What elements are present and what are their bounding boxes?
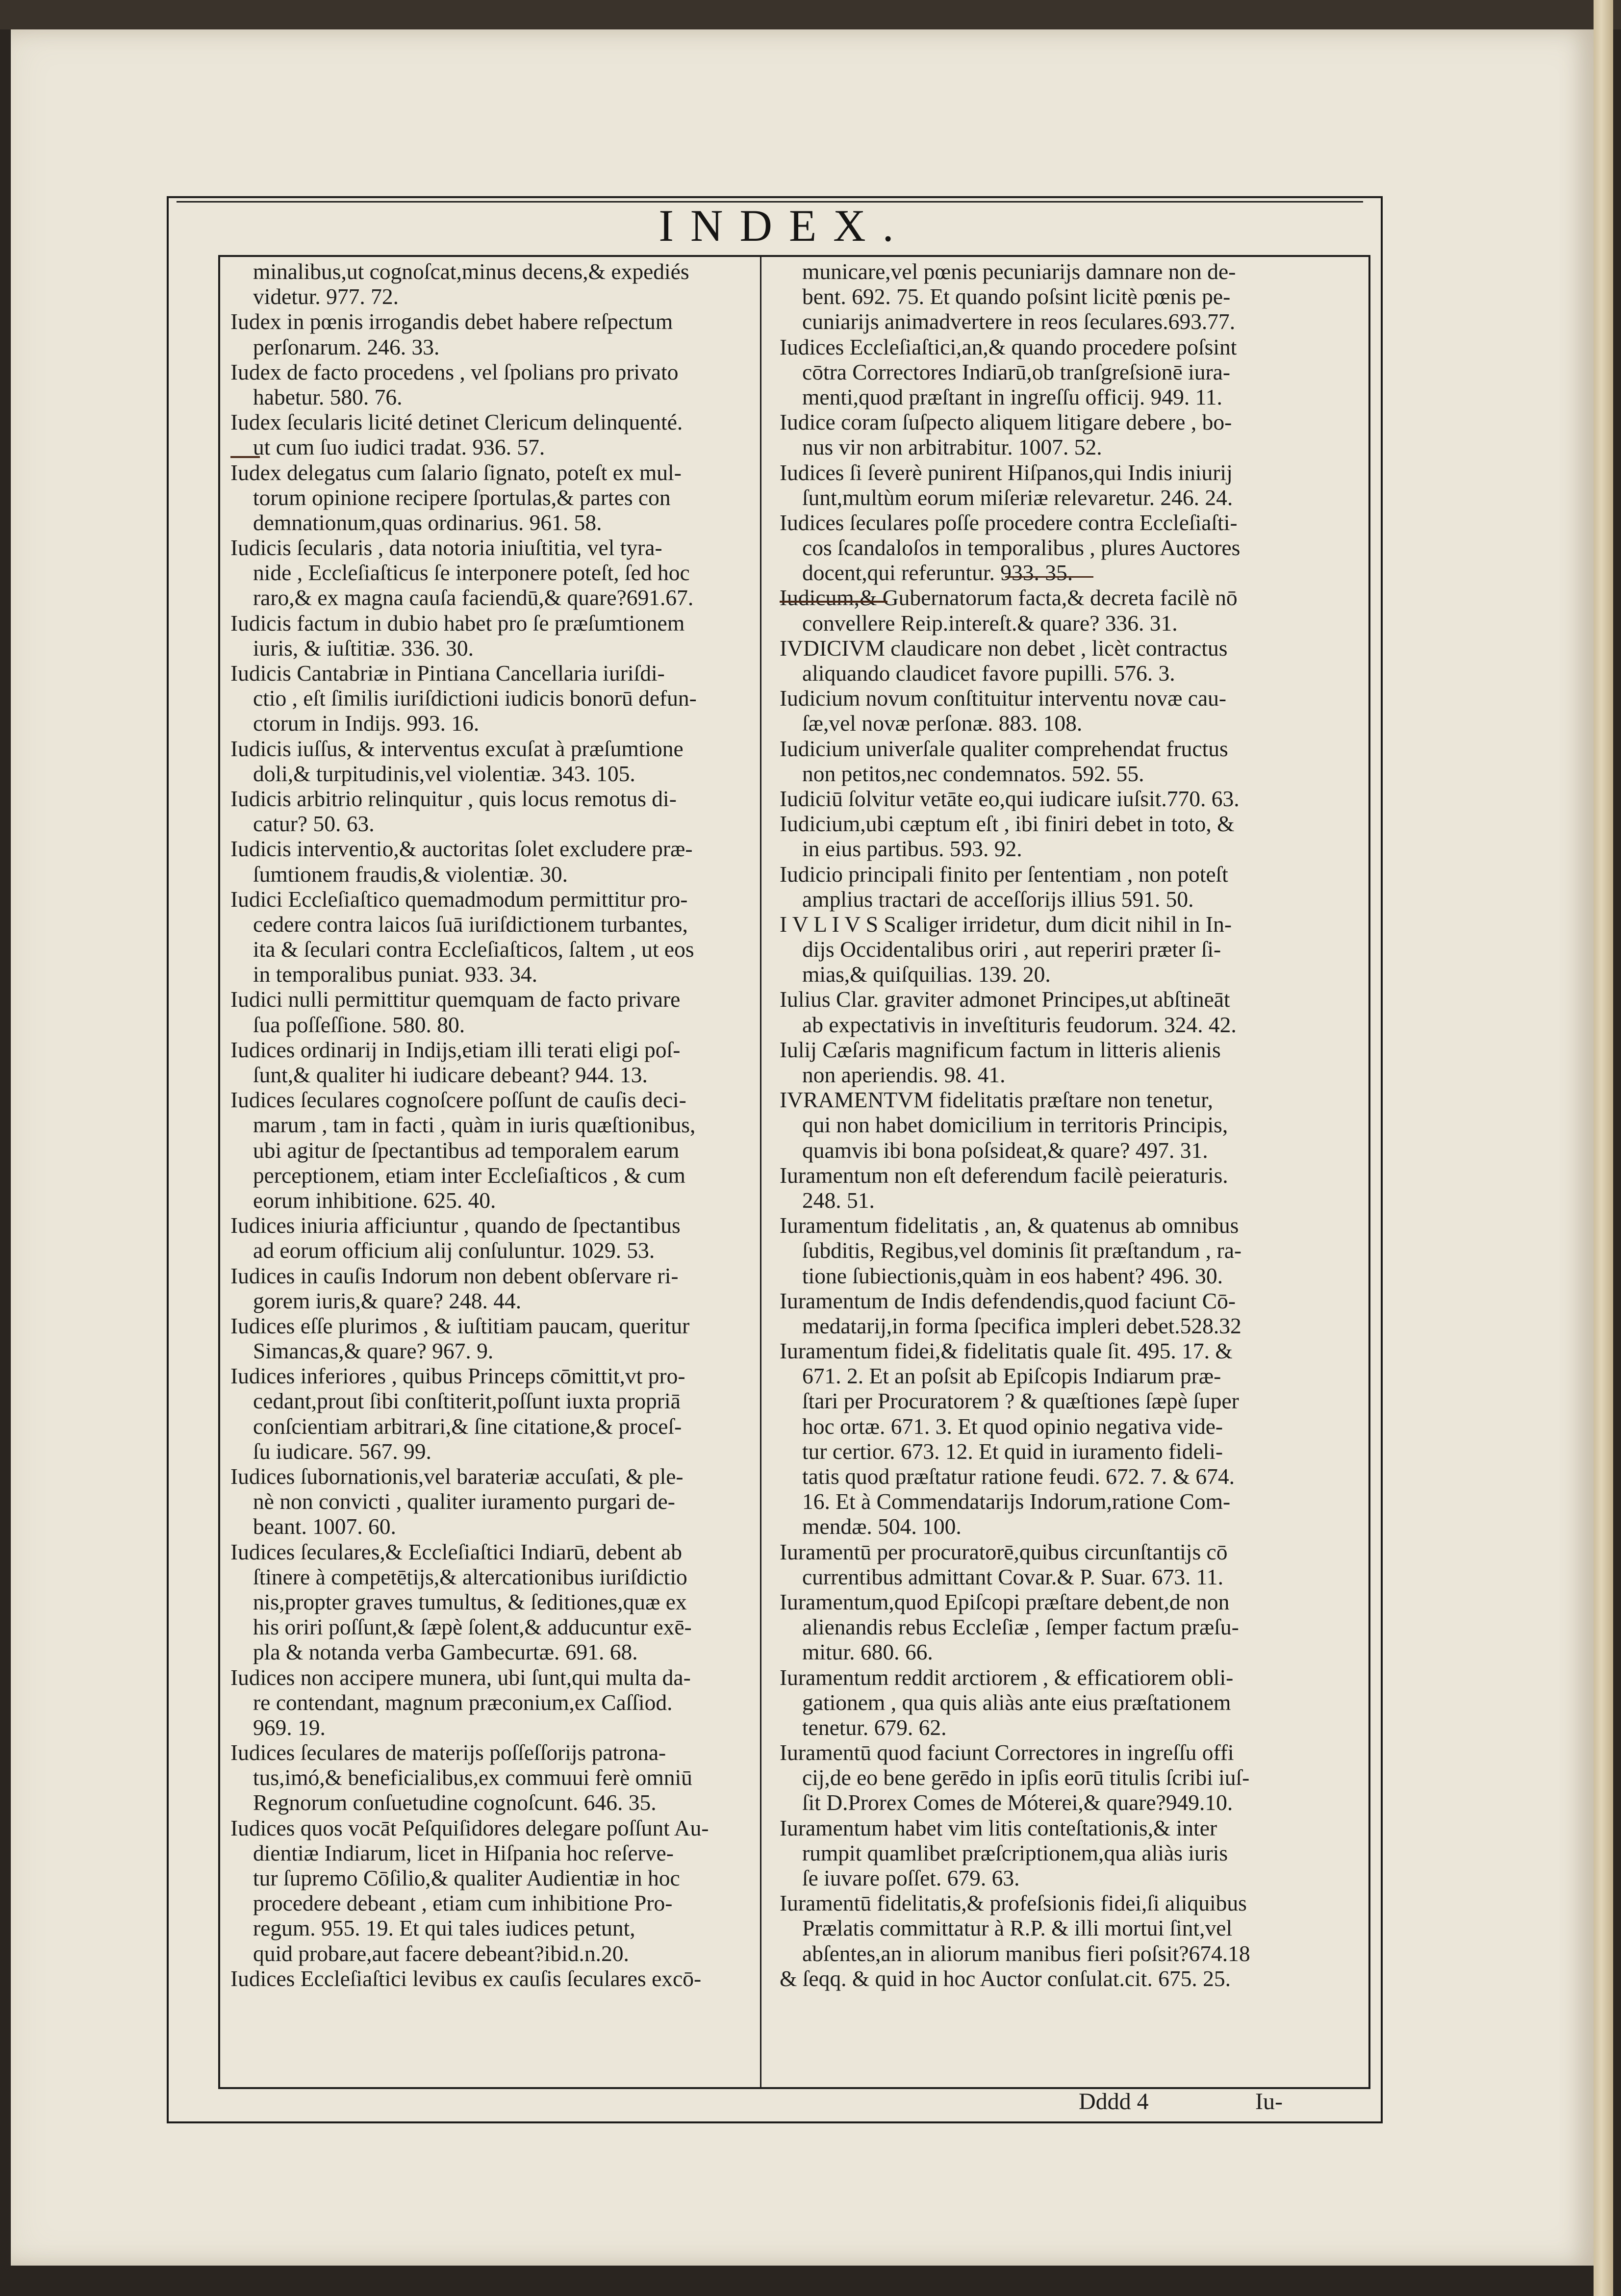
index-line: Iudicium novum conſtituitur interventu novæ cau- bbox=[780, 686, 1227, 711]
index-line: Iudices iniuria afficiuntur , quando de ſpectantibus bbox=[230, 1213, 681, 1238]
scan-background-top bbox=[0, 0, 1621, 29]
index-line: perſonarum. 246. 33. bbox=[253, 334, 440, 359]
index-line: Iudices ſubornationis,vel barateriæ accuſati, & ple- bbox=[230, 1464, 684, 1489]
index-line: Iudicum,& Gubernatorum facta,& decreta facilè nō bbox=[780, 585, 1238, 611]
index-line: Iulius Clar. graviter admonet Principes,ut abſtineāt bbox=[780, 987, 1230, 1012]
index-line: Iudices ordinarij in Indijs,etiam illi terati eligi poſ- bbox=[230, 1037, 681, 1062]
index-line: 16. Et à Commendatarijs Indorum,ratione Com- bbox=[802, 1489, 1231, 1514]
index-line: ſtari per Procuratorem ? & quæſtiones ſæpè ſuper bbox=[802, 1388, 1239, 1414]
index-line: Iudicium univerſale qualiter comprehendat fructus bbox=[780, 736, 1228, 761]
index-line: ita & ſeculari contra Eccleſiaſticos, ſaltem , ut eos bbox=[253, 937, 694, 962]
index-line: non aperiendis. 98. 41. bbox=[802, 1062, 1006, 1087]
index-line: mitur. 680. 66. bbox=[802, 1639, 933, 1665]
index-line: non petitos,nec condemnatos. 592. 55. bbox=[802, 761, 1144, 786]
index-line: ab expectativis in inveſtituris feudorum. 324. 42. bbox=[802, 1012, 1237, 1037]
index-line: Iudices ſeculares poſſe procedere contra Eccleſiaſti- bbox=[780, 510, 1238, 535]
index-line: cedant,prout ſibi conſtiterit,poſſunt iuxta propriā bbox=[253, 1388, 681, 1414]
index-line: Iudices inferiores , quibus Princeps cōmittit,vt pro- bbox=[230, 1363, 685, 1389]
index-line: raro,& ex magna cauſa faciendū,& quare?691.67. bbox=[253, 585, 694, 611]
index-line: dientiæ Indiarum, licet in Hiſpania hoc reſerve- bbox=[253, 1840, 674, 1865]
index-line: Iuramentū fidelitatis,& profeſsionis fidei,ſi aliquibus bbox=[780, 1890, 1247, 1916]
page-title: INDEX. bbox=[659, 201, 911, 251]
index-line: Iudices ſeculares de materijs poſſeſſorijs patrona- bbox=[230, 1740, 666, 1765]
index-line: Iudicio principali finito per ſententiam , non poteſt bbox=[780, 861, 1228, 887]
index-line: Iuramentum habet vim litis conteſtationis,& inter bbox=[780, 1815, 1217, 1840]
index-line: gorem iuris,& quare? 248. 44. bbox=[253, 1288, 522, 1313]
index-line: Iudices eſſe plurimos , & iuſtitiam paucam, queritur bbox=[230, 1313, 690, 1338]
signature-mark: Dddd 4 bbox=[1079, 2089, 1149, 2115]
index-line: in temporalibus puniat. 933. 34. bbox=[253, 962, 538, 987]
index-line: Iudicis arbitrio relinquitur , quis locus remotus di- bbox=[230, 786, 677, 811]
index-line: Iudices ſi ſeverè punirent Hiſpanos,qui Indis iniurij bbox=[780, 459, 1233, 485]
index-line: catur? 50. 63. bbox=[253, 811, 375, 837]
index-line: ſumtionem fraudis,& violentiæ. 30. bbox=[253, 861, 568, 887]
index-line: minalibus,ut cognoſcat,minus decens,& expediés bbox=[253, 259, 689, 284]
index-line: Iudicium,ubi cæptum eſt , ibi finiri debet in toto, & bbox=[780, 811, 1235, 837]
index-line: perceptionem, etiam inter Eccleſiaſticos , & cum bbox=[253, 1162, 685, 1188]
index-line: tione ſubiectionis,quàm in eos habent? 496. 30. bbox=[802, 1263, 1223, 1288]
index-line: quamvis ibi bona poſsideat,& quare? 497. 31. bbox=[802, 1137, 1208, 1163]
index-line: ctio , eſt ſimilis iuriſdictioni iudicis bonorū defun- bbox=[253, 686, 697, 711]
index-line: Iudici nulli permittitur quemquam de facto privare bbox=[230, 987, 681, 1012]
index-line: quid probare,aut facere debeant?ibid.n.20. bbox=[253, 1940, 629, 1966]
index-line: Iudice coram ſuſpecto aliquem litigare debere , bo- bbox=[780, 409, 1232, 435]
index-line: ſæ,vel novæ perſonæ. 883. 108. bbox=[802, 711, 1083, 736]
index-line: Iudices non accipere munera, ubi ſunt,qui multa da- bbox=[230, 1664, 691, 1690]
index-line: Iuramentū quod faciunt Correctores in ingreſſu offi bbox=[780, 1740, 1234, 1765]
index-line: ſubditis, Regibus,vel dominis ſit præſtandum , ra- bbox=[802, 1238, 1242, 1263]
index-line: Iudex in pœnis irrogandis debet habere reſpectum bbox=[230, 309, 673, 334]
index-line: demnationum,quas ordinarius. 961. 58. bbox=[253, 510, 602, 535]
index-line: I V L I V S Scaliger irridetur, dum dicit nihil in In- bbox=[780, 911, 1232, 937]
left-column bbox=[230, 259, 750, 1991]
index-line: alienandis rebus Eccleſiæ , ſemper factum præſu- bbox=[802, 1614, 1239, 1640]
index-line: Iudex delegatus cum ſalario ſignato, poteſt ex mul- bbox=[230, 459, 682, 485]
index-line: ctorum in Indijs. 993. 16. bbox=[253, 711, 480, 736]
index-line: Iuramentum fidelitatis , an, & quatenus ab omnibus bbox=[780, 1213, 1239, 1238]
index-line: doli,& turpitudinis,vel violentiæ. 343. 105. bbox=[253, 761, 635, 786]
index-line: Iuramentum non eſt deferendum facilè peieraturis. bbox=[780, 1162, 1228, 1188]
index-line: Iudices Eccleſiaſtici levibus ex cauſis ſeculares excō- bbox=[230, 1965, 702, 1991]
index-line: abſentes,an in aliorum manibus fieri poſsit?674.18 bbox=[802, 1940, 1250, 1966]
index-line: hoc ortæ. 671. 3. Et quod opinio negativa vide- bbox=[802, 1413, 1223, 1439]
index-line: Iuramentum fidei,& fidelitatis quale ſit. 495. 17. & bbox=[780, 1338, 1233, 1364]
index-line: cōtra Correctores Indiarū,ob tranſgreſsionē iura- bbox=[802, 359, 1230, 384]
index-line: habetur. 580. 76. bbox=[253, 384, 403, 409]
index-line: Iuramentū per procuratorē,quibus circunſtantijs cō bbox=[780, 1539, 1228, 1564]
right-column bbox=[780, 259, 1314, 1991]
index-line: ſit D.Prorex Comes de Móterei,& quare?949.10. bbox=[802, 1790, 1233, 1815]
index-line: cos ſcandaloſos in temporalibus , plures Auctores bbox=[802, 535, 1241, 561]
index-line: docent,qui referuntur. 933. 35. bbox=[802, 560, 1073, 586]
index-line: Iuramentum,quod Epiſcopi præſtare debent,de non bbox=[780, 1589, 1230, 1614]
index-line: Iudices ſeculares cognoſcere poſſunt de cauſis deci- bbox=[230, 1087, 686, 1113]
index-line: videtur. 977. 72. bbox=[253, 284, 399, 309]
index-line: Iudiciū ſolvitur vetāte eo,qui iudicare iuſsit.770. 63. bbox=[780, 786, 1240, 811]
index-line: qui non habet domicilium in territoris Principis, bbox=[802, 1112, 1228, 1138]
index-line: Prælatis committatur à R.P. & illi mortui ſint,vel bbox=[802, 1915, 1233, 1941]
index-line: his oriri poſſunt,& ſæpè ſolent,& adducuntur exē- bbox=[253, 1614, 692, 1640]
index-line: currentibus admittant Covar.& P. Suar. 673. 11. bbox=[802, 1564, 1223, 1589]
index-line: conſcientiam arbitrari,& ſine citatione,& proceſ- bbox=[253, 1413, 682, 1439]
index-line: IVRAMENTVM fidelitatis præſtare non tenetur, bbox=[780, 1087, 1213, 1113]
index-line: Iudices ſeculares,& Eccleſiaſtici Indiarū, debent ab bbox=[230, 1539, 682, 1564]
index-line: mias,& quiſquilias. 139. 20. bbox=[802, 962, 1051, 987]
index-line: Iudicis iuſſus, & interventus excuſat à præſumtione bbox=[230, 736, 684, 761]
index-line: tenetur. 679. 62. bbox=[802, 1714, 947, 1740]
column-divider bbox=[760, 255, 761, 2089]
index-line: menti,quod præſtant in ingreſſu officij. 949. 11. bbox=[802, 384, 1222, 409]
index-line: Iudicis factum in dubio habet pro ſe præſumtionem bbox=[230, 610, 685, 636]
index-line: eorum inhibitione. 625. 40. bbox=[253, 1187, 496, 1213]
index-line: Iudices quos vocāt Peſquiſidores delegare poſſunt Au- bbox=[230, 1815, 709, 1840]
index-line: gationem , qua quis aliàs ante eius præſtationem bbox=[802, 1689, 1231, 1715]
index-line: ſu iudicare. 567. 99. bbox=[253, 1438, 431, 1464]
index-line: ubi agitur de ſpectantibus ad temporalem earum bbox=[253, 1137, 680, 1163]
index-line: Iudicis interventio,& auctoritas ſolet excludere præ- bbox=[230, 836, 693, 862]
index-line: Iudex de facto procedens , vel ſpolians pro privato bbox=[230, 359, 679, 384]
index-line: ſunt,multùm eorum miſeriæ relevaretur. 246. 24. bbox=[802, 485, 1233, 510]
index-line: cuniarijs animadvertere in reos ſeculares.693.77. bbox=[802, 309, 1236, 334]
index-line: amplius tractari de acceſſorijs illius 591. 50. bbox=[802, 886, 1194, 912]
index-line: Iudicis ſecularis , data notoria iniuſtitia, vel tyra- bbox=[230, 535, 662, 561]
index-line: regum. 955. 19. Et qui tales iudices petunt, bbox=[253, 1915, 635, 1941]
index-line: municare,vel pœnis pecuniarijs damnare non de- bbox=[802, 259, 1236, 284]
index-line: dijs Occidentalibus oriri , aut reperiri præter ſi- bbox=[802, 937, 1221, 962]
index-line: Iudices in cauſis Indorum non debent obſervare ri- bbox=[230, 1263, 679, 1288]
index-line: nè non convicti , qualiter iuramento purgari de- bbox=[253, 1489, 675, 1514]
index-line: ſe iuvare poſſet. 679. 63. bbox=[802, 1865, 1020, 1890]
index-line: Iulij Cæſaris magnificum factum in litteris alienis bbox=[780, 1037, 1221, 1062]
index-line: nis,propter graves tumultus, & ſeditiones,quæ ex bbox=[253, 1589, 687, 1614]
index-line: aliquando claudicet favore pupilli. 576. 3. bbox=[802, 661, 1175, 686]
index-line: nus vir non arbitrabitur. 1007. 52. bbox=[802, 434, 1102, 460]
index-line: Iudicis Cantabriæ in Pintiana Cancellaria iuriſdi- bbox=[230, 661, 665, 686]
index-line: bent. 692. 75. Et quando poſsint licitè pœnis pe- bbox=[802, 284, 1231, 309]
index-line: ut cum ſuo iudici tradat. 936. 57. bbox=[253, 434, 545, 460]
index-line: pla & notanda verba Gambecurtæ. 691. 68. bbox=[253, 1639, 638, 1665]
index-line: re contendant, magnum præconium,ex Caſſiod. bbox=[253, 1689, 673, 1715]
catchword: Iu- bbox=[1255, 2089, 1283, 2115]
index-line: Regnorum conſuetudine cognoſcunt. 646. 35. bbox=[253, 1790, 657, 1815]
index-line: mendæ. 504. 100. bbox=[802, 1514, 962, 1539]
index-line: cij,de eo bene gerēdo in ipſis eorū titulis ſcribi iuſ- bbox=[802, 1765, 1250, 1790]
index-line: tur certior. 673. 12. Et quid in iuramento fideli- bbox=[802, 1438, 1223, 1464]
index-line: in eius partibus. 593. 92. bbox=[802, 836, 1022, 862]
index-line: tus,imó,& beneficialibus,ex commuui ferè omniū bbox=[253, 1765, 692, 1790]
index-line: ſtinere à competētijs,& altercationibus iuriſdictio bbox=[253, 1564, 687, 1589]
index-line: Iuramentum de Indis defendendis,quod faciunt Cō- bbox=[780, 1288, 1236, 1313]
index-line: 248. 51. bbox=[802, 1187, 875, 1213]
index-line: Iudici Eccleſiaſtico quemadmodum permittitur pro- bbox=[230, 886, 688, 912]
ink-underline bbox=[1005, 576, 1093, 578]
index-line: ſunt,& qualiter hi iudicare debeant? 944. 13. bbox=[253, 1062, 648, 1087]
ink-underline bbox=[230, 456, 260, 458]
index-line: convellere Reip.intereſt.& quare? 336. 31. bbox=[802, 610, 1178, 636]
index-line: torum opinione recipere ſportulas,& partes con bbox=[253, 485, 671, 510]
index-line: Iuramentum reddit arctiorem , & efficatiorem obli- bbox=[780, 1664, 1234, 1690]
index-line: ad eorum officium alij conſuluntur. 1029. 53. bbox=[253, 1238, 655, 1263]
index-line: & ſeqq. & quid in hoc Auctor conſulat.cit. 675. 25. bbox=[780, 1965, 1231, 1991]
page-edge bbox=[1594, 0, 1613, 2296]
index-line: nide , Eccleſiaſticus ſe interponere poteſt, ſed hoc bbox=[253, 560, 690, 586]
index-line: 671. 2. Et an poſsit ab Epiſcopis Indiarum præ- bbox=[802, 1363, 1221, 1389]
index-line: rumpit quamlibet præſcriptionem,qua aliàs iuris bbox=[802, 1840, 1228, 1865]
index-line: Iudex ſecularis licité detinet Clericum delinquenté. bbox=[230, 409, 683, 435]
index-line: tur ſupremo Cōſilio,& qualiter Audientiæ in hoc bbox=[253, 1865, 680, 1890]
index-line: iuris, & iuſtitiæ. 336. 30. bbox=[253, 635, 474, 661]
index-line: beant. 1007. 60. bbox=[253, 1514, 396, 1539]
index-line: medatarij,in forma ſpecifica impleri debet.528.32 bbox=[802, 1313, 1241, 1338]
index-line: cedere contra laicos ſuā iuriſdictionem turbantes, bbox=[253, 911, 688, 937]
index-line: Iudices Eccleſiaſtici,an,& quando procedere poſsint bbox=[780, 334, 1237, 359]
index-line: IVDICIVM claudicare non debet , licèt contractus bbox=[780, 635, 1228, 661]
index-line: marum , tam in facti , quàm in iuris quæſtionibus, bbox=[253, 1112, 696, 1138]
index-line: Simancas,& quare? 967. 9. bbox=[253, 1338, 494, 1364]
index-line: tatis quod præſtatur ratione feudi. 672. 7. & 674. bbox=[802, 1464, 1235, 1489]
index-line: 969. 19. bbox=[253, 1714, 326, 1740]
index-line: procedere debeant , etiam cum inhibitione Pro- bbox=[253, 1890, 673, 1916]
index-line: ſua poſſeſſione. 580. 80. bbox=[253, 1012, 465, 1037]
ink-underline bbox=[780, 601, 887, 603]
